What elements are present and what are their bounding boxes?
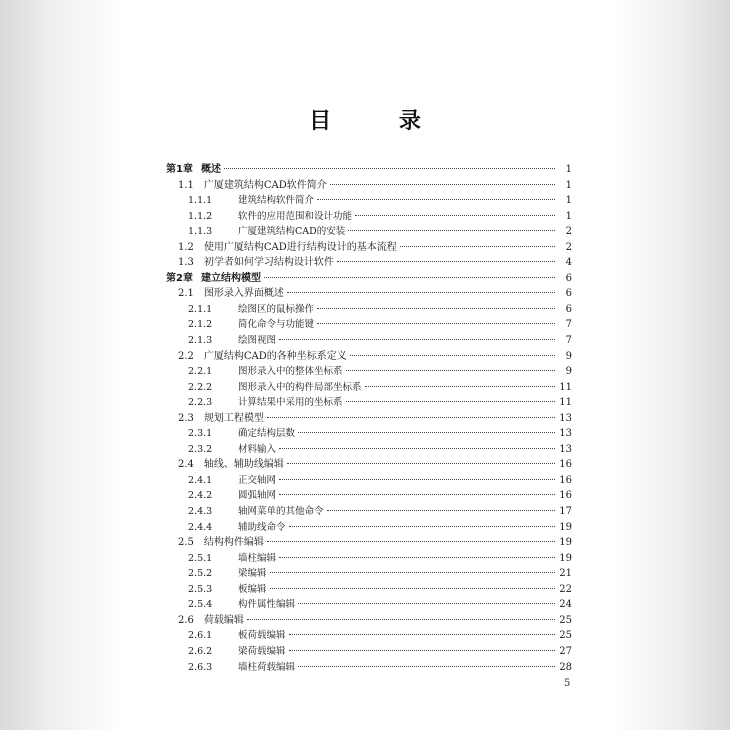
toc-entry — [166, 504, 572, 520]
page-number: 5 — [564, 678, 571, 689]
toc-entry-page: 2 — [565, 241, 572, 253]
toc-entry-title: 使用广厦结构CAD进行结构设计的基本流程 — [203, 241, 397, 253]
toc-entry — [166, 551, 572, 567]
toc-entry — [166, 317, 572, 333]
toc-entry-title: 板荷载编辑 — [238, 630, 286, 642]
toc-entry — [166, 644, 572, 660]
toc-entry-page: 24 — [559, 599, 572, 611]
toc-entry — [166, 442, 572, 458]
toc-entry-title: 确定结构层数 — [238, 428, 296, 440]
toc-entry — [166, 411, 572, 427]
toc-entry-number: 2.4.3 — [188, 506, 213, 518]
toc-entry-title: 图形录入中的整体坐标系 — [238, 366, 343, 378]
toc-entry-page: 27 — [559, 645, 572, 657]
toc-entry-number: 2.4.4 — [188, 521, 213, 533]
toc-entry — [166, 582, 572, 598]
toc-entry-title: 梁荷载编辑 — [238, 645, 286, 657]
toc-dot-leader — [270, 572, 555, 573]
toc-entry-number: 2.6.3 — [188, 661, 213, 673]
toc-entry-title: 广厦建筑结构CAD的安装 — [238, 226, 346, 238]
toc-entry-title: 图形录入界面概述 — [203, 288, 284, 300]
toc-entry-page: 19 — [559, 521, 572, 533]
toc-dot-leader — [348, 230, 555, 231]
toc-entry-page: 25 — [559, 630, 572, 642]
toc-dot-leader — [350, 355, 555, 356]
toc-entry-title: 荷载编辑 — [203, 614, 244, 626]
toc-entry-number: 2.4.1 — [188, 474, 213, 486]
toc-entry — [166, 364, 572, 380]
toc-entry-page: 4 — [565, 257, 572, 269]
toc-entry-number: 第1章 — [166, 164, 193, 175]
toc-entry-number: 1.2 — [178, 241, 194, 253]
toc-entry-title: 计算结果中采用的坐标系 — [238, 397, 343, 409]
toc-entry — [166, 613, 572, 629]
toc-entry-number: 2.2.1 — [188, 366, 213, 378]
toc-dot-leader — [247, 619, 555, 620]
page-title: 目 录 — [309, 109, 451, 134]
toc-dot-leader — [346, 370, 555, 371]
toc-entry — [166, 286, 572, 302]
toc-entry-number: 1.3 — [178, 257, 194, 269]
toc-entry — [166, 224, 572, 240]
toc-entry-number: 1.1.3 — [188, 226, 213, 238]
toc-dot-leader — [267, 541, 555, 542]
toc-entry-page: 9 — [565, 366, 572, 378]
toc-entry — [166, 178, 572, 194]
toc-entry — [166, 473, 572, 489]
toc-dot-leader — [264, 277, 555, 278]
toc-entry-title: 建筑结构软件简介 — [238, 195, 315, 207]
toc-dot-leader — [270, 588, 555, 589]
toc-dot-leader — [279, 479, 555, 480]
toc-entry-number: 2.6.1 — [188, 630, 213, 642]
toc-entry — [166, 380, 572, 396]
toc-entry-title: 墙柱荷载编辑 — [238, 661, 296, 673]
toc-entry-number: 2.2 — [178, 350, 194, 362]
toc-entry-title: 轴线、辅助线编辑 — [203, 459, 284, 471]
toc-entry-page: 16 — [559, 490, 572, 502]
toc-entry-title: 板编辑 — [238, 583, 267, 595]
toc-entry-number: 2.4.2 — [188, 490, 213, 502]
toc-entry-page: 13 — [559, 443, 572, 455]
toc-entry-page: 7 — [565, 335, 572, 347]
toc-entry-page: 7 — [565, 319, 572, 331]
toc-dot-leader — [327, 510, 555, 511]
toc-dot-leader — [287, 292, 555, 293]
toc-dot-leader — [355, 215, 555, 216]
toc-dot-leader — [298, 432, 555, 433]
toc-entry — [166, 628, 572, 644]
toc-entry — [166, 488, 572, 504]
page-shadow-right — [610, 0, 730, 730]
toc-entry-number: 2.3 — [178, 412, 194, 424]
toc-entry-title: 图形录入中的构件局部坐标系 — [238, 381, 362, 393]
table-of-contents — [166, 162, 572, 675]
toc-entry — [166, 271, 572, 287]
toc-entry-page: 19 — [559, 537, 572, 549]
toc-dot-leader — [289, 526, 555, 527]
toc-entry — [166, 535, 572, 551]
toc-entry-number: 1.1.2 — [188, 210, 213, 222]
toc-dot-leader — [224, 168, 555, 169]
toc-dot-leader — [400, 246, 555, 247]
toc-entry-page: 16 — [559, 459, 572, 471]
toc-entry-title: 简化命令与功能键 — [238, 319, 315, 331]
toc-entry — [166, 597, 572, 613]
toc-entry-title: 绘图视图 — [238, 335, 277, 347]
toc-entry-number: 第2章 — [166, 272, 193, 284]
toc-entry-page: 1 — [565, 164, 572, 175]
toc-entry-number: 2.5.1 — [188, 552, 213, 564]
toc-entry-title: 构件属性编辑 — [238, 599, 296, 611]
toc-entry-page: 19 — [559, 552, 572, 564]
toc-dot-leader — [279, 339, 555, 340]
toc-entry-page: 21 — [559, 568, 572, 580]
toc-dot-leader — [279, 494, 555, 495]
toc-entry-title: 初学者如何学习结构设计软件 — [203, 257, 334, 269]
toc-entry-title: 圆弧轴网 — [238, 490, 277, 502]
toc-dot-leader — [267, 417, 555, 418]
toc-entry-page: 6 — [565, 272, 572, 284]
toc-entry-title: 梁编辑 — [238, 568, 267, 580]
toc-entry-number: 2.6.2 — [188, 645, 213, 657]
toc-entry — [166, 302, 572, 318]
toc-entry-page: 1 — [565, 179, 572, 191]
toc-dot-leader — [298, 666, 555, 667]
toc-dot-leader — [330, 184, 555, 185]
toc-entry — [166, 660, 572, 676]
toc-entry-title: 轴网菜单的其他命令 — [238, 506, 324, 518]
toc-entry-page: 11 — [559, 397, 572, 409]
toc-entry-title: 概述 — [200, 164, 221, 175]
toc-entry-title: 结构构件编辑 — [203, 537, 264, 549]
toc-entry-page: 25 — [559, 614, 572, 626]
toc-entry-number: 2.5.2 — [188, 568, 213, 580]
toc-entry — [166, 395, 572, 411]
toc-entry — [166, 255, 572, 271]
toc-entry-number: 2.4 — [178, 459, 194, 471]
toc-entry-page: 16 — [559, 474, 572, 486]
toc-entry-page: 11 — [559, 381, 572, 393]
toc-dot-leader — [279, 557, 555, 558]
toc-entry-number: 2.1.1 — [188, 303, 213, 315]
toc-entry-title: 绘图区的鼠标操作 — [238, 303, 315, 315]
toc-dot-leader — [279, 448, 555, 449]
toc-entry-title: 材料输入 — [238, 443, 277, 455]
toc-dot-leader — [365, 386, 555, 387]
toc-entry-number: 2.5.3 — [188, 583, 213, 595]
toc-entry-page: 13 — [559, 412, 572, 424]
toc-entry-number: 2.3.2 — [188, 443, 213, 455]
toc-entry-title: 软件的应用范围和设计功能 — [238, 210, 353, 222]
toc-entry-title: 建立结构模型 — [200, 272, 261, 284]
toc-entry-number: 2.6 — [178, 614, 194, 626]
toc-entry-number: 2.5.4 — [188, 599, 213, 611]
toc-entry-number: 2.2.2 — [188, 381, 213, 393]
toc-entry-page: 28 — [559, 661, 572, 673]
toc-entry-number: 2.2.3 — [188, 397, 213, 409]
page-shadow-left — [0, 0, 120, 730]
toc-entry-number: 2.1.2 — [188, 319, 213, 331]
toc-entry-number: 2.1 — [178, 288, 194, 300]
toc-dot-leader — [289, 650, 555, 651]
toc-entry-title: 辅助线命令 — [238, 521, 286, 533]
toc-entry-number: 1.1 — [178, 179, 194, 191]
toc-entry-page: 17 — [559, 506, 572, 518]
toc-dot-leader — [346, 401, 555, 402]
toc-entry — [166, 333, 572, 349]
toc-entry-number: 2.5 — [178, 537, 194, 549]
toc-entry-page: 22 — [559, 583, 572, 595]
toc-dot-leader — [317, 323, 555, 324]
toc-entry — [166, 240, 572, 256]
toc-entry — [166, 520, 572, 536]
toc-entry-page: 2 — [565, 226, 572, 238]
toc-entry-page: 6 — [565, 303, 572, 315]
toc-entry-title: 广厦结构CAD的各种坐标系定义 — [203, 350, 347, 362]
toc-entry-page: 1 — [565, 195, 572, 207]
document-sheet — [116, 0, 614, 730]
toc-dot-leader — [317, 308, 555, 309]
toc-entry-title: 规划工程模型 — [203, 412, 264, 424]
toc-dot-leader — [337, 261, 555, 262]
toc-entry — [166, 162, 572, 178]
toc-dot-leader — [317, 199, 555, 200]
toc-entry-number: 2.1.3 — [188, 335, 213, 347]
toc-entry — [166, 193, 572, 209]
toc-entry — [166, 457, 572, 473]
toc-entry-title: 正交轴网 — [238, 474, 277, 486]
toc-dot-leader — [287, 463, 555, 464]
toc-dot-leader — [298, 603, 555, 604]
toc-entry-page: 6 — [565, 288, 572, 300]
toc-entry-page: 1 — [565, 210, 572, 222]
toc-entry — [166, 426, 572, 442]
toc-entry-page: 9 — [565, 350, 572, 362]
toc-entry — [166, 209, 572, 225]
toc-entry — [166, 566, 572, 582]
toc-entry — [166, 349, 572, 365]
toc-entry-page: 13 — [559, 428, 572, 440]
toc-entry-number: 2.3.1 — [188, 428, 213, 440]
toc-dot-leader — [289, 634, 555, 635]
toc-entry-title: 广厦建筑结构CAD软件简介 — [203, 179, 327, 191]
toc-entry-number: 1.1.1 — [188, 195, 213, 207]
toc-entry-title: 墙柱编辑 — [238, 552, 277, 564]
